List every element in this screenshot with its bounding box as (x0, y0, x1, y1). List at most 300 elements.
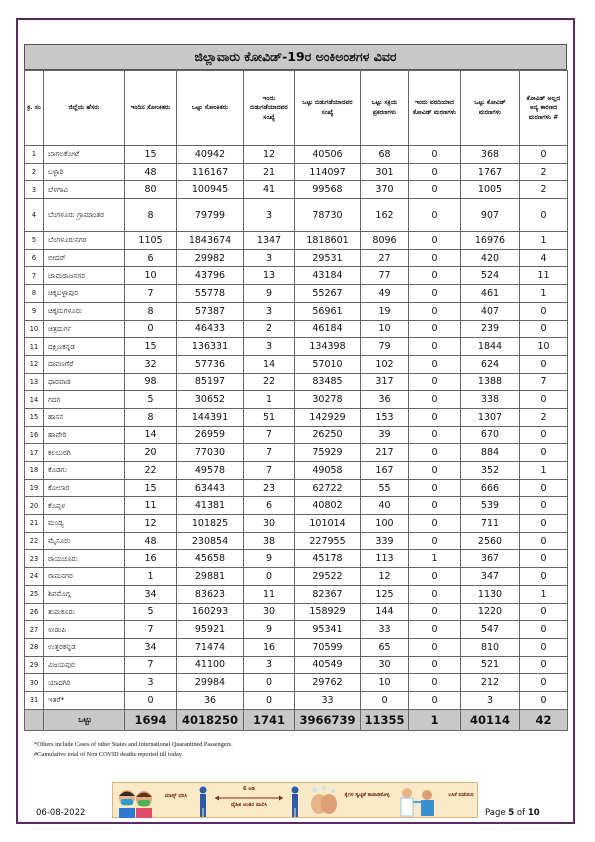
cell-sno: 12 (25, 355, 44, 373)
cell-sno: 29 (25, 656, 44, 674)
cell-active: 217 (361, 444, 409, 462)
cell-death-total: 1767 (461, 163, 520, 181)
cell-today: 14 (125, 426, 177, 444)
cell-dis-today: 9 (244, 621, 295, 639)
cell-name: ಬೆಂಗಳೂರು ಗ್ರಾಮಾಂತರ (44, 199, 125, 232)
cell-today: 98 (125, 373, 177, 391)
cell-non-covid: 2 (520, 408, 568, 426)
cell-active: 36 (361, 391, 409, 409)
table-row (25, 267, 568, 285)
cell-total: 30652 (177, 391, 244, 409)
cell-total: 29881 (177, 568, 244, 586)
cell-active: 125 (361, 585, 409, 603)
cell-sno: 25 (25, 585, 44, 603)
table-row (25, 232, 568, 250)
cell-name: ಬಳ್ಳಾರಿ (44, 163, 125, 181)
cell-total: 57387 (177, 302, 244, 320)
cell-death-today: 0 (409, 163, 461, 181)
cell-total: 95921 (177, 621, 244, 639)
cell-dis-today: 9 (244, 550, 295, 568)
table-row (25, 163, 568, 181)
cell-death-today: 0 (409, 638, 461, 656)
cell-death-today: 0 (409, 532, 461, 550)
cell-sno: 15 (25, 408, 44, 426)
footnote-non-covid: #Cumulative total of Non COVID deaths reported till today. (34, 750, 183, 758)
cell-death-total: 2560 (461, 532, 520, 550)
cell-today: 3 (125, 674, 177, 692)
cell-name: ಹಾವೇರಿ (44, 426, 125, 444)
cell-death-total: 1844 (461, 338, 520, 356)
awareness-banner (112, 782, 478, 818)
cell-active: 40 (361, 497, 409, 515)
cell-total: 100945 (177, 181, 244, 199)
cell-active: 10 (361, 320, 409, 338)
cell-dis-today: 3 (244, 249, 295, 267)
table-row (25, 497, 568, 515)
cell-active: 49 (361, 285, 409, 303)
cell-death-today: 0 (409, 674, 461, 692)
cell-death-total: 338 (461, 391, 520, 409)
cell-total: 29982 (177, 249, 244, 267)
cell-today: 1 (125, 568, 177, 586)
cell-name: ರಾಮನಗರ (44, 568, 125, 586)
cell-death-today: 0 (409, 656, 461, 674)
cell-name: ರಾಯಚೂರು (44, 550, 125, 568)
cell-death-today: 0 (409, 497, 461, 515)
cell-name: ವಿಜಯಪುರ (44, 656, 125, 674)
cell-name: ಚಾಮರಾಜನಗರ (44, 267, 125, 285)
cell-non-covid: 1 (520, 462, 568, 480)
mask-icon (115, 784, 157, 818)
cell-name: ಬೆಳಗಾವಿ (44, 181, 125, 199)
cell-dis-today: 6 (244, 497, 295, 515)
cell-today: 8 (125, 302, 177, 320)
cell-today: 32 (125, 355, 177, 373)
cell-total: 41100 (177, 656, 244, 674)
cell-total: 136331 (177, 338, 244, 356)
cell-dis-total: 95341 (295, 621, 361, 639)
cell-total: 160293 (177, 603, 244, 621)
cell-death-total: 1307 (461, 408, 520, 426)
cell-today: 80 (125, 181, 177, 199)
cell-death-today: 0 (409, 285, 461, 303)
footnotes (34, 740, 233, 759)
table-row (25, 462, 568, 480)
cell-dis-total: 134398 (295, 338, 361, 356)
cell-dis-total: 33 (295, 691, 361, 709)
cell-death-total: 624 (461, 355, 520, 373)
cell-active: 167 (361, 462, 409, 480)
cell-today: 11 (125, 497, 177, 515)
cell-non-covid: 0 (520, 550, 568, 568)
table-row (25, 249, 568, 267)
cell-sno: 4 (25, 199, 44, 232)
header-total-deaths: ಒಟ್ಟು ಕೋವಿಡ್ ಮರಣಗಳು (461, 71, 520, 146)
cell-today: 7 (125, 621, 177, 639)
cell-sno: 10 (25, 320, 44, 338)
cell-today: 1105 (125, 232, 177, 250)
cell-dis-total: 83485 (295, 373, 361, 391)
cell-death-total: 884 (461, 444, 520, 462)
cell-active: 102 (361, 355, 409, 373)
cell-active: 8096 (361, 232, 409, 250)
cell-death-today: 0 (409, 373, 461, 391)
cell-dis-today: 38 (244, 532, 295, 550)
cell-non-covid: 0 (520, 532, 568, 550)
cell-death-total: 711 (461, 515, 520, 533)
table-row (25, 285, 568, 303)
cell-dis-today: 9 (244, 285, 295, 303)
cell-non-covid: 1 (520, 585, 568, 603)
cell-non-covid: 0 (520, 479, 568, 497)
cell-non-covid: 0 (520, 568, 568, 586)
cell-name: ಮಂಡ್ಯ (44, 515, 125, 533)
cell-death-today: 0 (409, 146, 461, 164)
header-today-deaths: ಇಂದು ವರದಿಯಾದ ಕೋವಿಡ್ ಮರಣಗಳು (409, 71, 461, 146)
cell-active: 144 (361, 603, 409, 621)
cell-death-today: 0 (409, 426, 461, 444)
page-of: of (516, 808, 526, 818)
cell-sno: 30 (25, 674, 44, 692)
table-row (25, 355, 568, 373)
cell-active: 27 (361, 249, 409, 267)
cell-dis-total: 62722 (295, 479, 361, 497)
table-row (25, 638, 568, 656)
table-row (25, 585, 568, 603)
cell-death-total: 1130 (461, 585, 520, 603)
cell-non-covid: 0 (520, 674, 568, 692)
cell-death-total: 1388 (461, 373, 520, 391)
cell-total: 85197 (177, 373, 244, 391)
cell-dis-total: 70599 (295, 638, 361, 656)
table-row (25, 302, 568, 320)
header-today-cases: ಇಂದಿನ ಸೋಂಕಿತರು (125, 71, 177, 146)
cell-dis-today: 7 (244, 444, 295, 462)
table-row (25, 603, 568, 621)
cell-sno: 14 (25, 391, 44, 409)
cell-name: ದಾವಣಗೆರೆ (44, 355, 125, 373)
cell-total: 41381 (177, 497, 244, 515)
cell-non-covid: 0 (520, 603, 568, 621)
cell-non-covid: 4 (520, 249, 568, 267)
cell-dis-today: 1 (244, 391, 295, 409)
cell-dis-today: 14 (244, 355, 295, 373)
table-row (25, 373, 568, 391)
cell-sno: 18 (25, 462, 44, 480)
cell-sno: 23 (25, 550, 44, 568)
cell-total: 1843674 (177, 232, 244, 250)
cell-death-total: 347 (461, 568, 520, 586)
cell-dis-total: 46184 (295, 320, 361, 338)
table-row (25, 532, 568, 550)
table-row (25, 674, 568, 692)
cell-dis-total: 78730 (295, 199, 361, 232)
cell-dis-total: 29522 (295, 568, 361, 586)
cell-non-covid: 0 (520, 638, 568, 656)
cell-death-today: 0 (409, 568, 461, 586)
cell-death-total: 907 (461, 199, 520, 232)
cell-dis-today: 12 (244, 146, 295, 164)
handwash-icon (307, 784, 341, 818)
cell-dis-total: 101014 (295, 515, 361, 533)
cell-death-total: 3 (461, 691, 520, 709)
cell-dis-total: 82367 (295, 585, 361, 603)
total-active: 11355 (361, 709, 409, 730)
table-row (25, 621, 568, 639)
cell-death-total: 539 (461, 497, 520, 515)
cell-total: 43796 (177, 267, 244, 285)
totals-row (25, 709, 568, 730)
total-dis-today: 1741 (244, 709, 295, 730)
cell-total: 116167 (177, 163, 244, 181)
cell-non-covid: 1 (520, 285, 568, 303)
table-row (25, 444, 568, 462)
cell-dis-today: 0 (244, 674, 295, 692)
cell-death-total: 1220 (461, 603, 520, 621)
cell-name: ಚಿತ್ರದುರ್ಗ (44, 320, 125, 338)
header-row (25, 71, 568, 146)
cell-non-covid: 1 (520, 232, 568, 250)
vaccine-panel (395, 783, 479, 817)
handwash-label: ಕೈಗಳ ಸ್ವಚ್ಛತೆ ಕಾಪಾಡಿಕೊಳ್ಳಿ (344, 792, 390, 798)
total-death-today: 1 (409, 709, 461, 730)
cell-death-total: 367 (461, 550, 520, 568)
cell-name: ಗದಗ (44, 391, 125, 409)
cell-death-total: 368 (461, 146, 520, 164)
report-date: 06-08-2022 (36, 808, 86, 818)
cell-death-total: 1005 (461, 181, 520, 199)
cell-today: 48 (125, 532, 177, 550)
cell-today: 8 (125, 408, 177, 426)
cell-total: 55778 (177, 285, 244, 303)
total-death-total: 40114 (461, 709, 520, 730)
cell-today: 7 (125, 285, 177, 303)
total-today: 1694 (125, 709, 177, 730)
cell-dis-total: 29531 (295, 249, 361, 267)
cell-name: ಧಾರವಾಡ (44, 373, 125, 391)
cell-sno: 31 (25, 691, 44, 709)
cell-death-total: 670 (461, 426, 520, 444)
cell-total: 63443 (177, 479, 244, 497)
cell-dis-total: 1818601 (295, 232, 361, 250)
cell-death-total: 16976 (461, 232, 520, 250)
cell-non-covid: 10 (520, 338, 568, 356)
cell-sno: 8 (25, 285, 44, 303)
table-row (25, 515, 568, 533)
cell-dis-total: 45178 (295, 550, 361, 568)
cell-total: 57736 (177, 355, 244, 373)
cell-death-today: 0 (409, 444, 461, 462)
report-title: ಜಿಲ್ಲಾವಾರು ಕೋವಿಡ್-19ರ ಅಂಕಿಅಂಶಗಳ ವಿವರ (24, 44, 567, 70)
cell-sno: 27 (25, 621, 44, 639)
cell-total: 230854 (177, 532, 244, 550)
cell-dis-today: 22 (244, 373, 295, 391)
cell-today: 48 (125, 163, 177, 181)
cell-death-total: 407 (461, 302, 520, 320)
cell-death-today: 0 (409, 603, 461, 621)
cell-dis-total: 56961 (295, 302, 361, 320)
page-current: 5 (508, 808, 515, 818)
table-row (25, 550, 568, 568)
cell-dis-today: 3 (244, 199, 295, 232)
cell-name: ಯಾದಗಿರಿ (44, 674, 125, 692)
cell-name: ಮೈಸೂರು (44, 532, 125, 550)
cell-active: 0 (361, 691, 409, 709)
cell-today: 16 (125, 550, 177, 568)
cell-dis-total: 40802 (295, 497, 361, 515)
cell-sno: 3 (25, 181, 44, 199)
cell-death-total: 666 (461, 479, 520, 497)
total-non-covid: 42 (520, 709, 568, 730)
cell-dis-today: 3 (244, 338, 295, 356)
cell-non-covid: 0 (520, 426, 568, 444)
cell-dis-total: 142929 (295, 408, 361, 426)
cell-dis-today: 2 (244, 320, 295, 338)
cell-name: ಕೊಡಗು (44, 462, 125, 480)
cell-today: 0 (125, 320, 177, 338)
table-row (25, 320, 568, 338)
cell-sno: 21 (25, 515, 44, 533)
table-row (25, 391, 568, 409)
cell-name: ಉತ್ತರಕನ್ನಡ (44, 638, 125, 656)
cell-dis-today: 13 (244, 267, 295, 285)
header-today-discharged: ಇಂದು ಬಿಡುಗಡೆಯಾದವರ ಸಂಖ್ಯೆ (244, 71, 295, 146)
cell-dis-total: 114097 (295, 163, 361, 181)
cell-active: 370 (361, 181, 409, 199)
mask-label: ಮಾಸ್ಕ್ ಧರಿಸಿ (164, 793, 188, 799)
cell-total: 46433 (177, 320, 244, 338)
header-active: ಒಟ್ಟು ಸಕ್ರಿಯ ಪ್ರಕರಣಗಳು (361, 71, 409, 146)
cell-active: 12 (361, 568, 409, 586)
cell-sno: 22 (25, 532, 44, 550)
cell-today: 12 (125, 515, 177, 533)
cell-dis-total: 158929 (295, 603, 361, 621)
cell-sno: 1 (25, 146, 44, 164)
cell-sno: 6 (25, 249, 44, 267)
distance-top-label: 6 ಅಡಿ (242, 786, 256, 792)
total-label: ಒಟ್ಟು (44, 709, 125, 730)
cell-active: 153 (361, 408, 409, 426)
cell-dis-today: 21 (244, 163, 295, 181)
cell-death-today: 0 (409, 355, 461, 373)
cell-dis-today: 0 (244, 691, 295, 709)
cell-name: ಬೀದರ್ (44, 249, 125, 267)
cell-dis-today: 3 (244, 656, 295, 674)
cell-active: 10 (361, 674, 409, 692)
table-row (25, 408, 568, 426)
cell-today: 20 (125, 444, 177, 462)
cell-death-today: 0 (409, 302, 461, 320)
distance-label: ದೈಹಿಕ ಅಂತರ ಪಾಲಿಸಿ (230, 802, 268, 808)
cell-non-covid: 0 (520, 444, 568, 462)
table-row (25, 479, 568, 497)
cell-dis-today: 16 (244, 638, 295, 656)
cell-dis-today: 41 (244, 181, 295, 199)
cell-sno: 17 (25, 444, 44, 462)
table-row (25, 181, 568, 199)
cell-today: 5 (125, 391, 177, 409)
header-total-cases: ಒಟ್ಟು ಸೋಂಕಿತರು (177, 71, 244, 146)
cell-name: ಹಾಸನ (44, 408, 125, 426)
cell-total: 29984 (177, 674, 244, 692)
cell-active: 317 (361, 373, 409, 391)
cell-total: 79799 (177, 199, 244, 232)
cell-sno: 19 (25, 479, 44, 497)
district-covid-table (24, 70, 568, 731)
cell-death-total: 420 (461, 249, 520, 267)
cell-dis-today: 11 (244, 585, 295, 603)
cell-active: 100 (361, 515, 409, 533)
cell-name: ಕಲಬುರಗಿ (44, 444, 125, 462)
cell-name: ದಕ್ಷಿಣಕನ್ನಡ (44, 338, 125, 356)
cell-today: 34 (125, 638, 177, 656)
cell-active: 19 (361, 302, 409, 320)
cell-today: 22 (125, 462, 177, 480)
cell-active: 162 (361, 199, 409, 232)
cell-death-today: 0 (409, 585, 461, 603)
cell-non-covid: 2 (520, 181, 568, 199)
cell-dis-total: 30278 (295, 391, 361, 409)
cell-today: 10 (125, 267, 177, 285)
table-row (25, 656, 568, 674)
cell-death-today: 0 (409, 181, 461, 199)
cell-death-today: 0 (409, 267, 461, 285)
cell-death-today: 0 (409, 199, 461, 232)
cell-death-total: 524 (461, 267, 520, 285)
cell-death-today: 0 (409, 479, 461, 497)
cell-dis-today: 1347 (244, 232, 295, 250)
total-dis-total: 3966739 (295, 709, 361, 730)
cell-name: ಬೆಂಗಳೂರುನಗರ (44, 232, 125, 250)
cell-sno: 13 (25, 373, 44, 391)
header-district: ಜಿಲ್ಲೆಯ ಹೆಸರು (44, 71, 125, 146)
table-row (25, 146, 568, 164)
cell-total: 36 (177, 691, 244, 709)
cell-non-covid: 0 (520, 320, 568, 338)
cell-dis-total: 99568 (295, 181, 361, 199)
cell-non-covid: 0 (520, 691, 568, 709)
cell-name: ಶಿವಮೊಗ್ಗ (44, 585, 125, 603)
cell-active: 77 (361, 267, 409, 285)
cell-death-today: 0 (409, 338, 461, 356)
cell-total: 45658 (177, 550, 244, 568)
cell-active: 68 (361, 146, 409, 164)
cell-name: ಕೊಪ್ಪಳ (44, 497, 125, 515)
cell-dis-today: 30 (244, 515, 295, 533)
cell-dis-total: 227955 (295, 532, 361, 550)
page-number (485, 808, 540, 818)
cell-non-covid: 0 (520, 146, 568, 164)
cell-death-today: 0 (409, 515, 461, 533)
cell-non-covid: 0 (520, 497, 568, 515)
cell-non-covid: 2 (520, 163, 568, 181)
cell-total: 77030 (177, 444, 244, 462)
cell-non-covid: 0 (520, 391, 568, 409)
cell-today: 15 (125, 146, 177, 164)
cell-sno: 26 (25, 603, 44, 621)
cell-name: ಚಿಕ್ಕಬಳ್ಳಾಪುರ (44, 285, 125, 303)
cell-dis-total: 40506 (295, 146, 361, 164)
table-row (25, 199, 568, 232)
cell-non-covid: 0 (520, 199, 568, 232)
cell-name: ಕೋಲಾರ (44, 479, 125, 497)
cell-today: 5 (125, 603, 177, 621)
cell-death-total: 521 (461, 656, 520, 674)
total-total: 4018250 (177, 709, 244, 730)
cell-dis-today: 51 (244, 408, 295, 426)
cell-non-covid: 0 (520, 515, 568, 533)
cell-dis-total: 29762 (295, 674, 361, 692)
